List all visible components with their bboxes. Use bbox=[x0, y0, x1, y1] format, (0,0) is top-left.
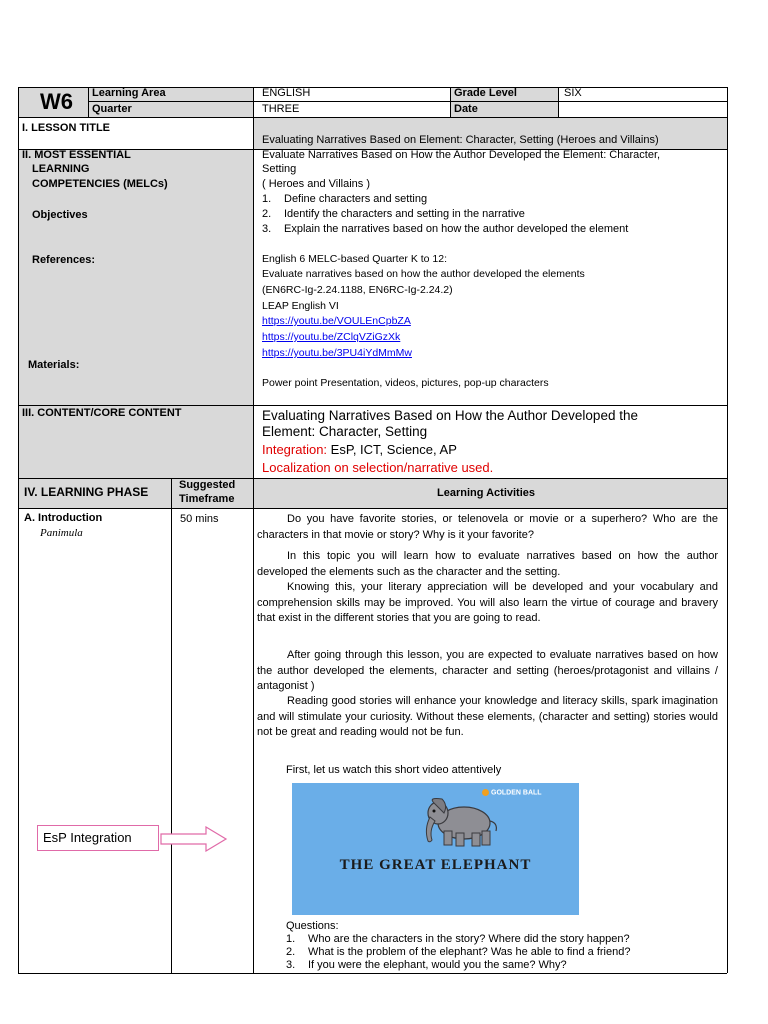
video-title: THE GREAT ELEPHANT bbox=[339, 857, 532, 873]
questions-list bbox=[286, 933, 630, 972]
competency-line-1: Evaluate Narratives Based on How the Author Developed the Element: Character, bbox=[262, 149, 661, 161]
activities-header: Learning Activities bbox=[437, 487, 536, 499]
watch-instruction: First, let us watch this short video attentively bbox=[286, 764, 502, 776]
integration-label: Integration: bbox=[262, 442, 328, 457]
lesson-title-label: I. LESSON TITLE bbox=[22, 122, 111, 134]
content-label: III. CONTENT/CORE CONTENT bbox=[22, 407, 182, 419]
reference-line: LEAP English VI bbox=[262, 300, 339, 312]
integration-value: EsP, ICT, Science, AP bbox=[327, 442, 457, 457]
youtube-link-3[interactable]: https://youtu.be/3PU4iYdMmMw bbox=[262, 347, 412, 359]
question-item: 1. Who are the characters in the story? Where did the story happen? bbox=[286, 933, 630, 945]
video-brand: GOLDEN BALL bbox=[482, 789, 542, 796]
melcs-label-1: II. MOST ESSENTIAL bbox=[22, 149, 131, 161]
elephant-icon bbox=[418, 793, 508, 849]
quarter-value: THREE bbox=[262, 103, 300, 115]
timeframe-header-1: Suggested bbox=[179, 479, 236, 491]
arrow-right-icon bbox=[160, 826, 228, 852]
content-line-2: Element: Character, Setting bbox=[262, 424, 428, 439]
learning-phase-header: IV. LEARNING PHASE bbox=[24, 485, 149, 499]
date-label: Date bbox=[454, 103, 478, 115]
intro-sublabel: Panimula bbox=[40, 527, 83, 539]
integration-line bbox=[262, 441, 457, 458]
intro-label: A. Introduction bbox=[24, 512, 103, 524]
materials-value: Power point Presentation, videos, pictures, pop-up characters bbox=[262, 377, 549, 389]
content-line-1: Evaluating Narratives Based on How the Author Developed the bbox=[262, 408, 638, 423]
competency-line-3: ( Heroes and Villains ) bbox=[262, 178, 371, 190]
grade-level-value: SIX bbox=[564, 87, 582, 99]
questions-label: Questions: bbox=[286, 920, 339, 932]
intro-paragraph-1: Do you have favorite stories, or telenovela or movie or a superhero? Who are the characters in that movie or story? Why is it your favorite? bbox=[257, 513, 718, 541]
youtube-link-1[interactable]: https://youtu.be/VOULEnCpbZA bbox=[262, 315, 411, 327]
esp-integration-box: EsP Integration bbox=[37, 825, 159, 851]
objective-item: 1. Define characters and setting bbox=[262, 193, 428, 205]
quarter-label: Quarter bbox=[92, 103, 132, 115]
question-item: 3. If you were the elephant, would you the same? Why? bbox=[286, 959, 567, 971]
youtube-link-2[interactable]: https://youtu.be/ZClqVZiGzXk bbox=[262, 331, 401, 343]
intro-paragraph-4: After going through this lesson, you are expected to evaluate narratives based on how the author developed the elements, character and setting (heroes/protagonist and villains / antagonist ) bbox=[257, 649, 718, 692]
intro-paragraph-5: Reading good stories will enhance your knowledge and literacy skills, spark imagination and will stimulate your curiosity. Without these elements, (character and setting) stories would not be great and reading would not be fun. bbox=[257, 695, 718, 738]
video-thumbnail[interactable] bbox=[292, 783, 579, 915]
objective-item: 2. Identify the characters and setting in the narrative bbox=[262, 208, 525, 220]
references-label: References: bbox=[32, 254, 95, 266]
objectives-list bbox=[262, 192, 628, 236]
grade-level-label: Grade Level bbox=[454, 87, 517, 99]
learning-area-label: Learning Area bbox=[92, 87, 166, 99]
lesson-title-value: Evaluating Narratives Based on Element: Character, Setting (Heroes and Villains) bbox=[262, 134, 659, 146]
week-label: W6 bbox=[40, 89, 73, 114]
objectives-label: Objectives bbox=[32, 209, 88, 221]
intro-paragraph-2: In this topic you will learn how to evaluate narratives based on how the author developed the elements such as the character and the setting. bbox=[257, 550, 718, 578]
timeframe-header-2: Timeframe bbox=[179, 493, 235, 505]
competency-line-2: Setting bbox=[262, 163, 297, 175]
reference-line: English 6 MELC-based Quarter K to 12: bbox=[262, 253, 448, 265]
materials-label: Materials: bbox=[28, 359, 80, 371]
reference-line: (EN6RC-Ig-2.24.1188, EN6RC-Ig-2.24.2) bbox=[262, 284, 453, 296]
melcs-label-3: COMPETENCIES (MELCs) bbox=[32, 178, 168, 190]
intro-time: 50 mins bbox=[180, 513, 219, 525]
question-item: 2. What is the problem of the elephant? Was he able to find a friend? bbox=[286, 946, 631, 958]
localization-note: Localization on selection/narrative used. bbox=[262, 460, 494, 475]
reference-line: Evaluate narratives based on how the author developed the elements bbox=[262, 268, 585, 280]
intro-paragraph-3: Knowing this, your literary appreciation will be developed and your vocabulary and comprehension skills may be improved. You will also learn the virtue of courage and bravery that exist in the different stories that you are going to read. bbox=[257, 581, 718, 624]
objective-item: 3. Explain the narratives based on how the author developed the element bbox=[262, 223, 629, 235]
melcs-label-2: LEARNING bbox=[32, 163, 90, 175]
learning-area-value: ENGLISH bbox=[262, 87, 311, 99]
